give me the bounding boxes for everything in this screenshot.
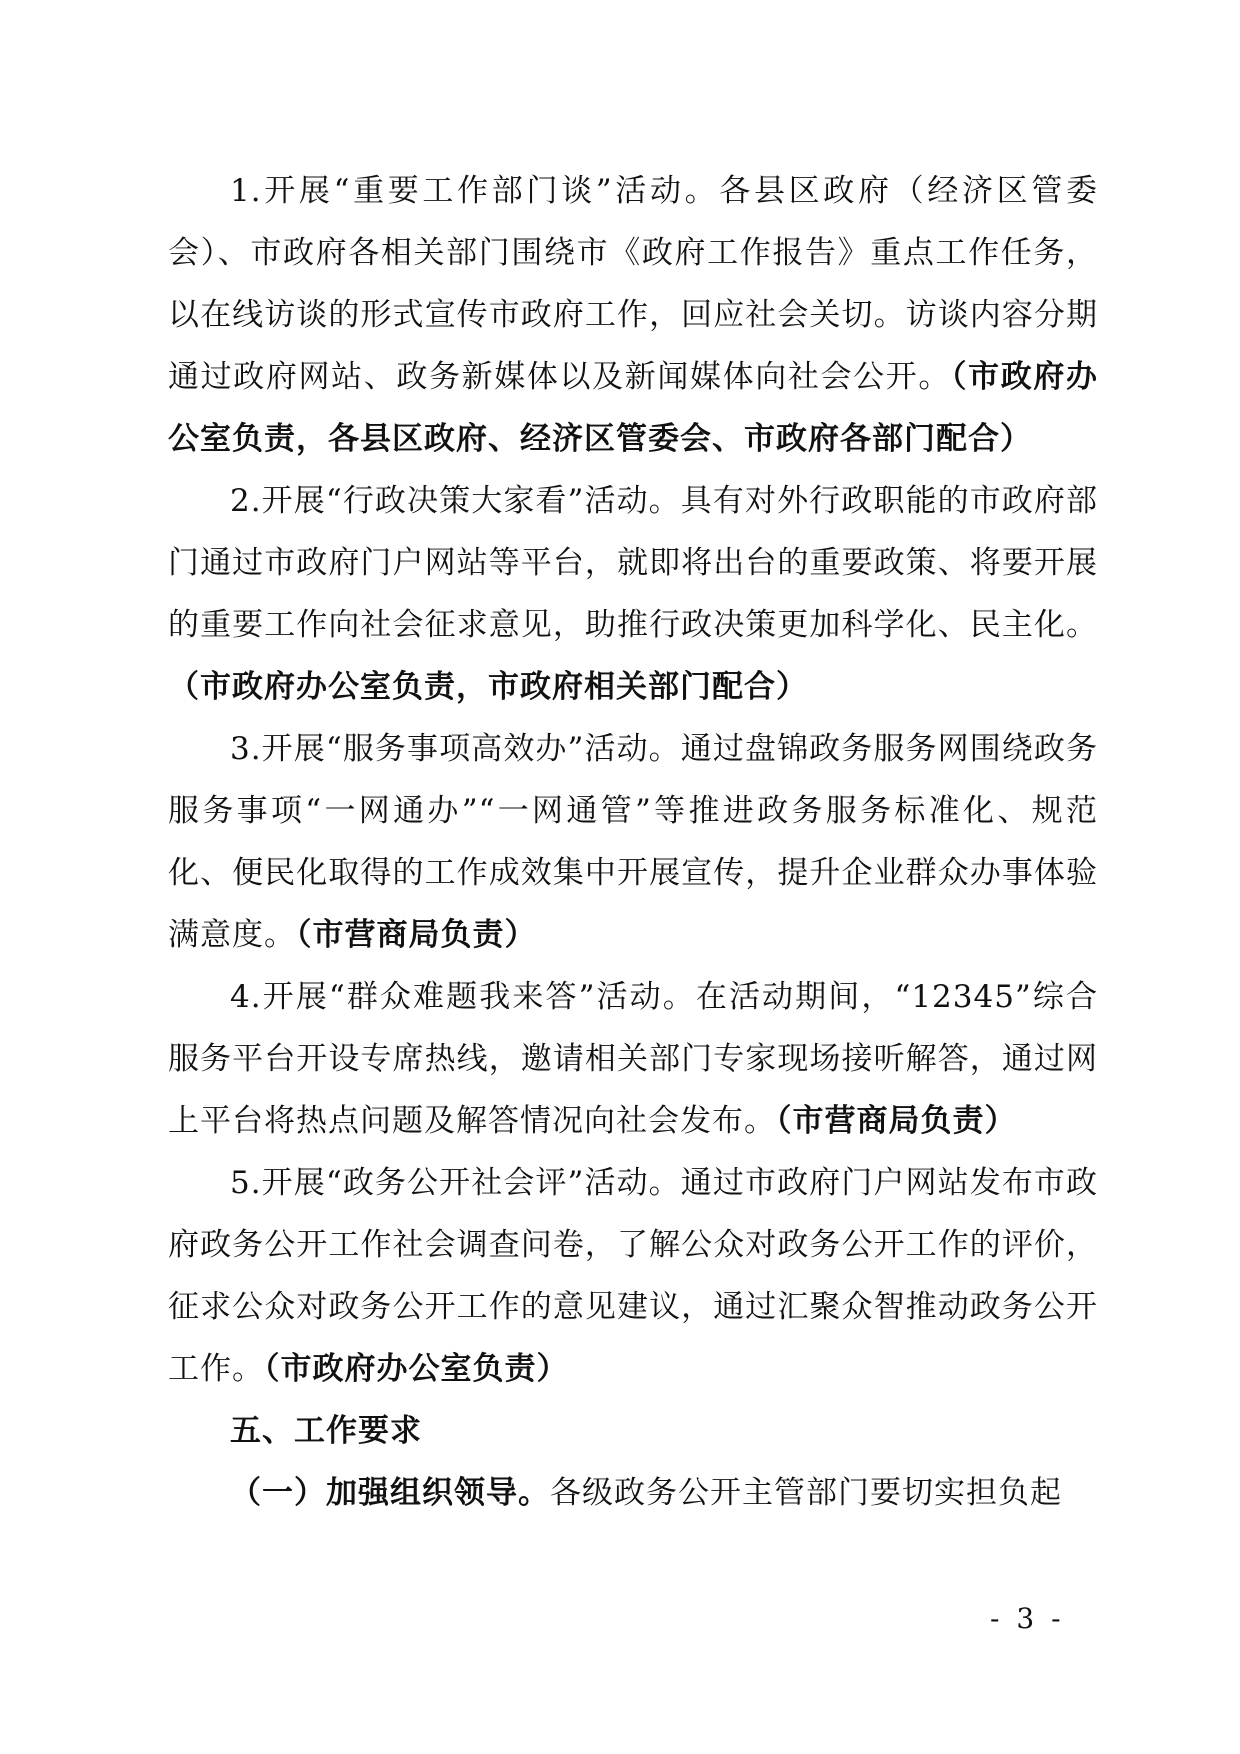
paragraph-requirement-1 [168, 1462, 1098, 1524]
page-number: - 3 - [990, 1602, 1065, 1635]
responsibility-note: （市政府办公室负责，各县区政府、经济区管委会、市政府各部门配合） [168, 359, 1098, 457]
paragraph-text: 2.开展“行政决策大家看”活动。具有对外行政职能的市政府部门通过市政府门户网站等平台，就即将出台的重要政策、将要开展的重要工作向社会征求意见，助推行政决策更加科学化、民主化。 [168, 483, 1098, 643]
paragraph-text: 1.开展“重要工作部门谈”活动。各县区政府（经济区管委会）、市政府各相关部门围绕市《政府工作报告》重点工作任务，以在线访谈的形式宣传市政府工作，回应社会关切。访谈内容分期通过政府网站、政务新媒体以及新闻媒体向社会公开。 [168, 173, 1098, 395]
responsibility-note: （市营商局负责） [296, 917, 537, 953]
subsection-title: （一）加强组织领导。 [230, 1475, 550, 1511]
document-body [168, 160, 1098, 1524]
section-heading: 五、工作要求 [230, 1413, 422, 1449]
paragraph-text: 4.开展“群众难题我来答”活动。在活动期间，“12345”综合服务平台开设专席热线，邀请相关部门专家现场接听解答，通过网上平台将热点问题及解答情况向社会发布。 [168, 979, 1098, 1139]
responsibility-note: （市政府办公室负责） [264, 1351, 569, 1387]
paragraph-activity-1 [168, 160, 1098, 470]
responsibility-note: （市营商局负责） [776, 1103, 1017, 1139]
paragraph-activity-2 [168, 470, 1098, 718]
paragraph-text: 各级政务公开主管部门要切实担负起 [550, 1475, 1062, 1511]
paragraph-activity-3 [168, 718, 1098, 966]
responsibility-note: （市政府办公室负责，市政府相关部门配合） [168, 669, 808, 705]
paragraph-text: 3.开展“服务事项高效办”活动。通过盘锦政务服务网围绕政务服务事项“一网通办”“一网通管”等推进政务服务标准化、规范化、便民化取得的工作成效集中开展宣传，提升企业群众办事体验满意度。 [168, 731, 1098, 953]
paragraph-activity-5 [168, 1152, 1098, 1400]
paragraph-activity-4 [168, 966, 1098, 1152]
paragraph-text: 5.开展“政务公开社会评”活动。通过市政府门户网站发布市政府政务公开工作社会调查问卷，了解公众对政务公开工作的评价，征求公众对政务公开工作的意见建议，通过汇聚众智推动政务公开工作。 [168, 1165, 1098, 1387]
